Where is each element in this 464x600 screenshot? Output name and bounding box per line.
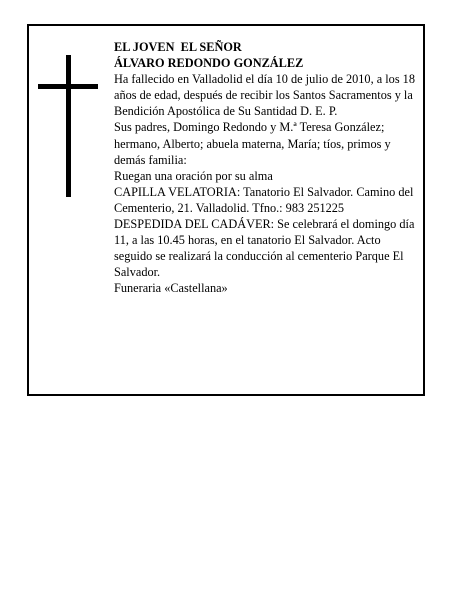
cross-icon bbox=[66, 55, 71, 197]
death-announcement: Ha fallecido en Valladolid el día 10 de julio de 2010, a los 18 años de edad, después de recibir los Santos Sacramentos y la Bendición Apostólica de Su Santidad D. E. P. bbox=[114, 72, 415, 119]
funeral-home: Funeraria «Castellana» bbox=[114, 281, 228, 296]
chapel-info: CAPILLA VELATORIA: Tanatorio El Salvador. Camino del Cementerio, 21. Valladolid. Tfno.: 983 251225 bbox=[114, 184, 414, 215]
cross-icon-crossbar bbox=[38, 84, 98, 89]
deceased-name: ÁLVARO REDONDO GONZÁLEZ bbox=[114, 56, 304, 71]
family-members: Sus padres, Domingo Redondo y M.ª Teresa González; hermano, Alberto; abuela materna, María; tíos, primos y demás familia: bbox=[114, 120, 391, 167]
farewell-info: DESPEDIDA DEL CADÁVER: Se celebrará el domingo día 11, a las 10.45 horas, en el tanatorio El Salvador. Acto seguido se realizará la conducción al cementerio Parque El Salvador. bbox=[114, 217, 415, 280]
heading-line-1: EL JOVEN EL SEÑOR bbox=[114, 40, 242, 54]
prayer-request: Ruegan una oración por su alma bbox=[114, 168, 273, 183]
obituary-text bbox=[114, 39, 420, 297]
